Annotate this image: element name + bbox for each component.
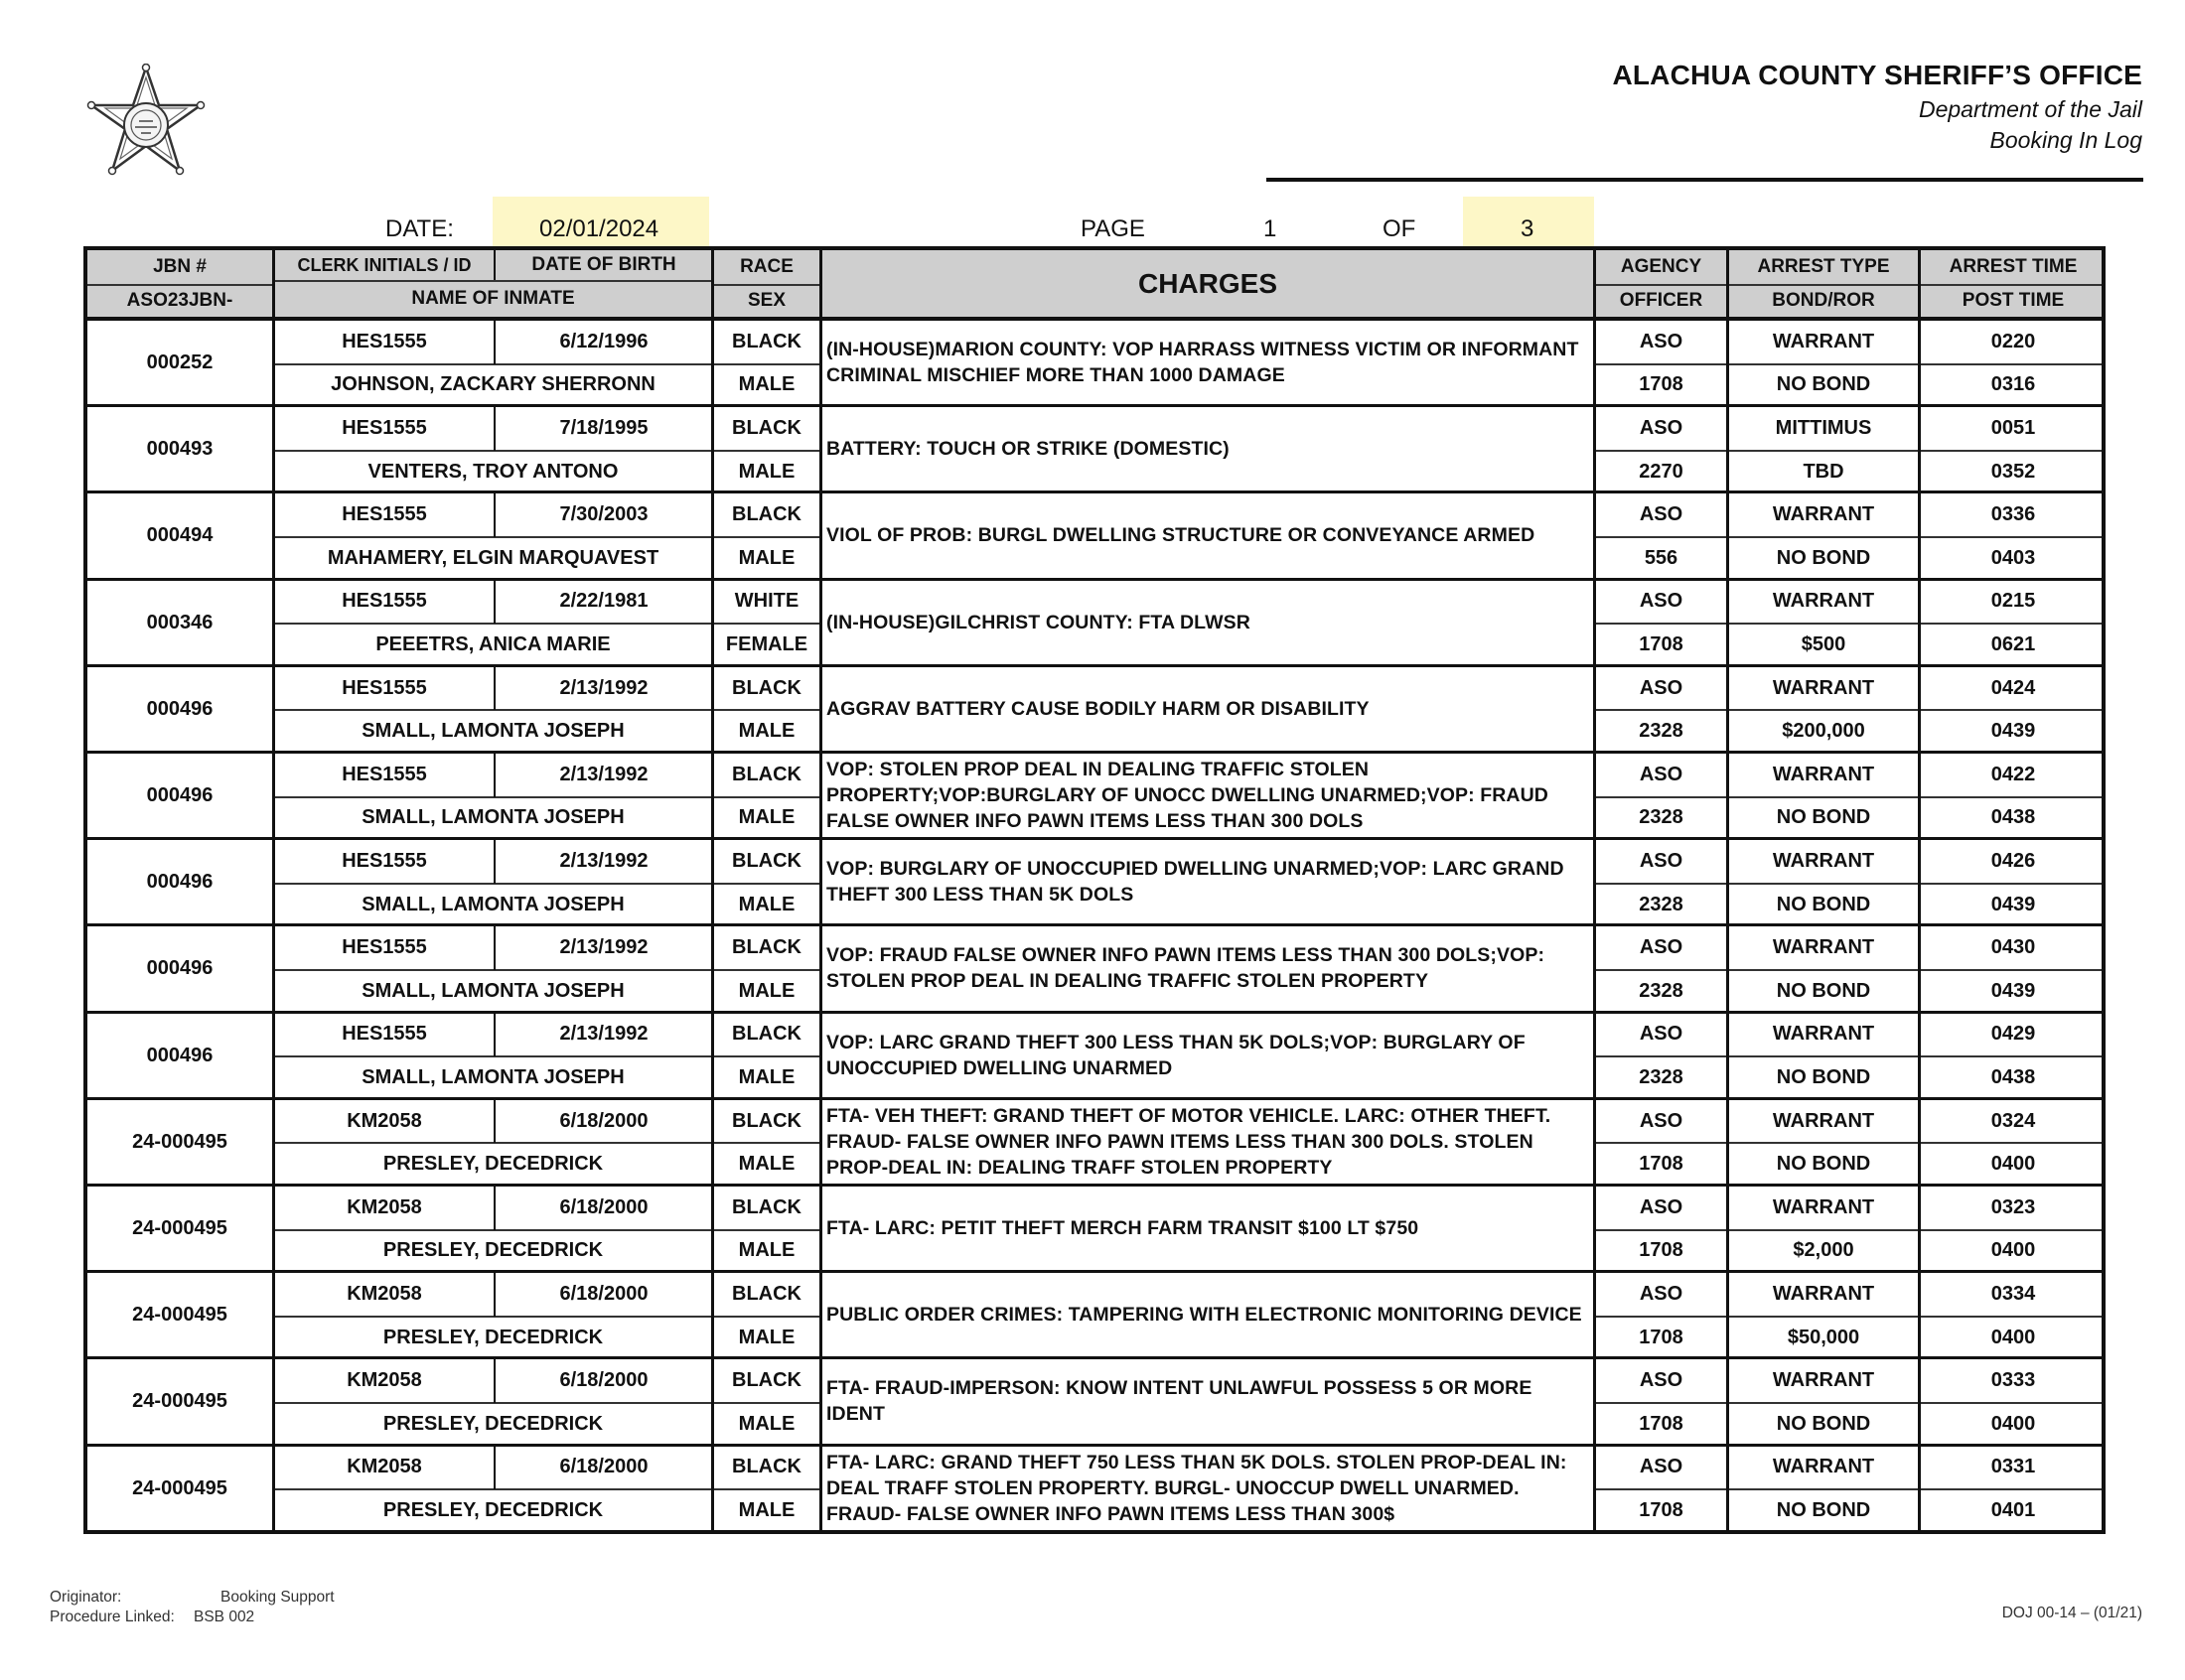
officer: 2270 <box>1639 460 1683 483</box>
agency: ASO <box>1639 1109 1683 1132</box>
header-jbn-prefix: ASO23JBN- <box>126 290 233 311</box>
clerk-id: HES1555 <box>342 676 427 699</box>
sex: MALE <box>738 373 796 396</box>
inmate-name: VENTERS, TROY ANTONO <box>367 460 619 483</box>
race: BLACK <box>732 849 801 872</box>
date-of-birth: 6/18/2000 <box>559 1109 649 1132</box>
inmate-name: SMALL, LAMONTA JOSEPH <box>362 1065 625 1088</box>
form-code: DOJ 00-14 – (01/21) <box>2001 1605 2142 1621</box>
agency: ASO <box>1639 1195 1683 1218</box>
arrest-type: WARRANT <box>1772 1456 1875 1478</box>
post-time: 0400 <box>1990 1326 2036 1348</box>
column-divider <box>1593 250 1596 1530</box>
bond-ror: NO BOND <box>1776 1065 1871 1088</box>
date-value: 02/01/2024 <box>539 215 659 242</box>
date-of-birth: 2/13/1992 <box>559 936 649 959</box>
header-dob: DATE OF BIRTH <box>531 254 676 275</box>
charges: FTA- FRAUD-IMPERSON: KNOW INTENT UNLAWFUL POSSESS 5 OR MORE IDENT <box>826 1377 1532 1426</box>
clerk-dob-divider <box>494 493 496 537</box>
bond-ror: NO BOND <box>1776 1153 1871 1176</box>
arrest-time: 0220 <box>1990 330 2036 352</box>
jbn-number: 000496 <box>146 957 214 980</box>
bond-ror: NO BOND <box>1776 979 1871 1002</box>
race: BLACK <box>732 763 801 785</box>
clerk-id: KM2058 <box>347 1109 422 1132</box>
booking-log-table <box>83 246 2106 1534</box>
arrest-time: 0426 <box>1990 849 2036 872</box>
header-agency: AGENCY <box>1620 256 1702 277</box>
sex: MALE <box>738 1412 796 1435</box>
agency: ASO <box>1639 1023 1683 1046</box>
date-label: DATE: <box>385 215 454 242</box>
charges: FTA- LARC: PETIT THEFT MERCH FARM TRANSIT $100 LT $750 <box>826 1217 1419 1240</box>
agency: ASO <box>1639 849 1683 872</box>
agency: ASO <box>1639 1456 1683 1478</box>
header-name: NAME OF INMATE <box>411 288 575 309</box>
originator-label: Originator: <box>50 1589 122 1606</box>
clerk-dob-divider <box>494 407 496 451</box>
post-time: 0438 <box>1990 806 2036 829</box>
arrest-time: 0430 <box>1990 936 2036 959</box>
bond-ror: $50,000 <box>1787 1326 1860 1348</box>
race: BLACK <box>732 676 801 699</box>
clerk-dob-divider <box>494 1273 496 1317</box>
inmate-name: PRESLEY, DECEDRICK <box>382 1153 604 1176</box>
officer: 2328 <box>1639 1065 1683 1088</box>
date-of-birth: 6/18/2000 <box>559 1369 649 1392</box>
officer: 1708 <box>1639 373 1683 396</box>
header-rule <box>1266 178 2143 182</box>
race: BLACK <box>732 503 801 526</box>
page-label: PAGE <box>1081 215 1145 242</box>
arrest-time: 0429 <box>1990 1023 2036 1046</box>
arrest-type: MITTIMUS <box>1775 416 1872 439</box>
header-bond: BOND/ROR <box>1772 290 1875 311</box>
header-post-time: POST TIME <box>1962 290 2065 311</box>
date-of-birth: 6/18/2000 <box>559 1282 649 1305</box>
date-of-birth: 6/18/2000 <box>559 1456 649 1478</box>
column-divider <box>819 250 822 1530</box>
arrest-time: 0333 <box>1990 1369 2036 1392</box>
clerk-dob-divider <box>494 581 496 625</box>
arrest-type: WARRANT <box>1772 503 1875 526</box>
log-title: Booking In Log <box>1989 127 2142 153</box>
arrest-type: WARRANT <box>1772 1369 1875 1392</box>
inmate-name: SMALL, LAMONTA JOSEPH <box>362 979 625 1002</box>
agency: ASO <box>1639 330 1683 352</box>
arrest-type: WARRANT <box>1772 936 1875 959</box>
jbn-number: 000496 <box>146 697 214 720</box>
clerk-dob-divider <box>494 321 496 364</box>
sex: MALE <box>738 1239 796 1262</box>
agency: ASO <box>1639 1282 1683 1305</box>
bond-ror: NO BOND <box>1776 546 1871 569</box>
header-charges: CHARGES <box>1137 268 1277 299</box>
clerk-dob-divider <box>494 1447 496 1490</box>
charges: (IN-HOUSE)MARION COUNTY: VOP HARRASS WITNESS VICTIM OR INFORMANT CRIMINAL MISCHIEF MORE THAN 1000 DAMAGE <box>826 339 1579 387</box>
clerk-id: KM2058 <box>347 1369 422 1392</box>
post-time: 0439 <box>1990 979 2036 1002</box>
inmate-name: PRESLEY, DECEDRICK <box>382 1412 604 1435</box>
jbn-number: 24-000495 <box>132 1390 227 1413</box>
header-subline-jbn <box>87 284 272 286</box>
post-time: 0400 <box>1990 1153 2036 1176</box>
charges: BATTERY: TOUCH OR STRIKE (DOMESTIC) <box>826 438 1230 461</box>
arrest-time: 0422 <box>1990 763 2036 785</box>
column-divider <box>272 250 275 1530</box>
post-time: 0400 <box>1990 1412 2036 1435</box>
race: WHITE <box>734 590 800 613</box>
arrest-type: WARRANT <box>1772 1023 1875 1046</box>
officer: 1708 <box>1639 1153 1683 1176</box>
date-of-birth: 2/22/1981 <box>559 590 649 613</box>
sex: MALE <box>738 1065 796 1088</box>
originator-value: Booking Support <box>220 1589 335 1606</box>
bond-ror: NO BOND <box>1776 1498 1871 1521</box>
agency: ASO <box>1639 676 1683 699</box>
officer: 1708 <box>1639 1498 1683 1521</box>
inmate-name: PRESLEY, DECEDRICK <box>382 1326 604 1348</box>
agency: ASO <box>1639 416 1683 439</box>
column-divider <box>1918 250 1921 1530</box>
header-jbn: JBN # <box>153 256 207 277</box>
clerk-dob-divider <box>494 1100 496 1144</box>
race: BLACK <box>732 1456 801 1478</box>
inmate-name: PRESLEY, DECEDRICK <box>382 1239 604 1262</box>
clerk-id: HES1555 <box>342 936 427 959</box>
clerk-dob-divider <box>494 926 496 970</box>
arrest-time: 0424 <box>1990 676 2036 699</box>
arrest-time: 0336 <box>1990 503 2036 526</box>
arrest-time: 0331 <box>1990 1456 2036 1478</box>
header-clerk: CLERK INITIALS / ID <box>297 255 472 275</box>
department-subtitle: Department of the Jail <box>1918 96 2142 122</box>
header-arrest-time: ARREST TIME <box>1949 256 2078 277</box>
post-time: 0352 <box>1990 460 2036 483</box>
sex: MALE <box>738 806 796 829</box>
date-of-birth: 2/13/1992 <box>559 1023 649 1046</box>
sex: MALE <box>738 979 796 1002</box>
jbn-number: 000494 <box>146 524 214 547</box>
header-subline-right <box>1596 284 2102 286</box>
officer: 1708 <box>1639 632 1683 655</box>
arrest-type: WARRANT <box>1772 676 1875 699</box>
race: BLACK <box>732 330 801 352</box>
bond-ror: TBD <box>1803 460 1844 483</box>
charges: FTA- VEH THEFT: GRAND THEFT OF MOTOR VEHICLE. LARC: OTHER THEFT. FRAUD- FALSE OWNER INFO PAWN ITEMS LESS THAN 300 DOLS. STOLEN PROP-DEAL IN: DEALING TRAFF STOLEN PROPERTY <box>826 1104 1551 1179</box>
charges: VOP: STOLEN PROP DEAL IN DEALING TRAFFIC STOLEN PROPERTY;VOP:BURGLARY OF UNOCC DWELLING UNARMED;VOP: FRAUD FALSE OWNER INFO PAWN ITEMS LESS THAN 300 DOLS <box>826 759 1548 833</box>
sex: MALE <box>738 1153 796 1176</box>
header-race: RACE <box>740 256 794 277</box>
arrest-type: WARRANT <box>1772 330 1875 352</box>
clerk-id: HES1555 <box>342 503 427 526</box>
jbn-number: 24-000495 <box>132 1476 227 1499</box>
inmate-name: SMALL, LAMONTA JOSEPH <box>362 893 625 915</box>
clerk-id: HES1555 <box>342 763 427 785</box>
clerk-dob-divider <box>494 667 496 711</box>
header-subline-name <box>275 280 711 282</box>
arrest-time: 0323 <box>1990 1195 2036 1218</box>
jbn-number: 000346 <box>146 611 214 633</box>
clerk-id: KM2058 <box>347 1456 422 1478</box>
charges: (IN-HOUSE)GILCHRIST COUNTY: FTA DLWSR <box>826 611 1250 633</box>
clerk-id: KM2058 <box>347 1282 422 1305</box>
officer: 1708 <box>1639 1412 1683 1435</box>
clerk-dob-divider <box>494 1187 496 1230</box>
page-number: 1 <box>1263 215 1277 242</box>
charges: VIOL OF PROB: BURGL DWELLING STRUCTURE OR CONVEYANCE ARMED <box>826 524 1535 547</box>
race: BLACK <box>732 1109 801 1132</box>
post-time: 0621 <box>1990 632 2036 655</box>
officer: 2328 <box>1639 893 1683 915</box>
jbn-number: 000252 <box>146 351 214 374</box>
arrest-type: WARRANT <box>1772 763 1875 785</box>
post-time: 0400 <box>1990 1239 2036 1262</box>
header-arrest-type: ARREST TYPE <box>1757 256 1890 277</box>
post-time: 0439 <box>1990 893 2036 915</box>
clerk-id: HES1555 <box>342 590 427 613</box>
agency: ASO <box>1639 936 1683 959</box>
column-divider <box>1726 250 1729 1530</box>
inmate-name: PRESLEY, DECEDRICK <box>382 1498 604 1521</box>
clerk-id: HES1555 <box>342 330 427 352</box>
officer: 1708 <box>1639 1239 1683 1262</box>
sex: FEMALE <box>725 632 808 655</box>
header-clerk-dob-divider <box>494 250 496 280</box>
sex: MALE <box>738 893 796 915</box>
charges: FTA- LARC: GRAND THEFT 750 LESS THAN 5K DOLS. STOLEN PROP-DEAL IN: DEAL TRAFF STOLEN PROPERTY. BURGL- UNOCCUP DWELL UNARMED. FRAUD- FALSE OWNER INFO PAWN ITEMS LESS THAN 300$ <box>826 1451 1567 1525</box>
charges: AGGRAV BATTERY CAUSE BODILY HARM OR DISABILITY <box>826 697 1370 720</box>
jbn-number: 000496 <box>146 784 214 807</box>
procedure-label: Procedure Linked: <box>50 1609 175 1625</box>
post-time: 0439 <box>1990 720 2036 743</box>
agency: ASO <box>1639 590 1683 613</box>
arrest-type: WARRANT <box>1772 1195 1875 1218</box>
sex: MALE <box>738 720 796 743</box>
post-time: 0438 <box>1990 1065 2036 1088</box>
arrest-time: 0215 <box>1990 590 2036 613</box>
date-of-birth: 2/13/1992 <box>559 849 649 872</box>
date-of-birth: 7/18/1995 <box>559 416 649 439</box>
date-of-birth: 6/12/1996 <box>559 330 649 352</box>
clerk-id: HES1555 <box>342 1023 427 1046</box>
officer: 2328 <box>1639 806 1683 829</box>
post-time: 0401 <box>1990 1498 2036 1521</box>
inmate-name: JOHNSON, ZACKARY SHERRONN <box>331 373 656 396</box>
post-time: 0403 <box>1990 546 2036 569</box>
sex: MALE <box>738 1498 796 1521</box>
header-subline-race <box>714 284 819 286</box>
arrest-type: WARRANT <box>1772 590 1875 613</box>
clerk-dob-divider <box>494 1014 496 1057</box>
arrest-type: WARRANT <box>1772 1109 1875 1132</box>
inmate-name: SMALL, LAMONTA JOSEPH <box>362 720 625 743</box>
post-time: 0316 <box>1990 373 2036 396</box>
bond-ror: NO BOND <box>1776 806 1871 829</box>
date-of-birth: 2/13/1992 <box>559 676 649 699</box>
jbn-number: 24-000495 <box>132 1130 227 1153</box>
arrest-type: WARRANT <box>1772 1282 1875 1305</box>
jbn-number: 24-000495 <box>132 1304 227 1327</box>
bond-ror: NO BOND <box>1776 373 1871 396</box>
agency: ASO <box>1639 503 1683 526</box>
race: BLACK <box>732 1369 801 1392</box>
jbn-number: 000496 <box>146 871 214 894</box>
bond-ror: $500 <box>1801 632 1846 655</box>
charges: PUBLIC ORDER CRIMES: TAMPERING WITH ELECTRONIC MONITORING DEVICE <box>826 1304 1582 1327</box>
arrest-time: 0334 <box>1990 1282 2036 1305</box>
bond-ror: NO BOND <box>1776 1412 1871 1435</box>
arrest-type: WARRANT <box>1772 849 1875 872</box>
sheriff-star-badge-icon <box>73 64 218 183</box>
sex: MALE <box>738 546 796 569</box>
header-sex: SEX <box>747 290 787 311</box>
clerk-dob-divider <box>494 754 496 797</box>
arrest-time: 0324 <box>1990 1109 2036 1132</box>
inmate-name: PEEETRS, ANICA MARIE <box>375 632 611 655</box>
jbn-number: 24-000495 <box>132 1217 227 1240</box>
inmate-name: MAHAMERY, ELGIN MARQUAVEST <box>327 546 659 569</box>
of-label: OF <box>1383 215 1416 242</box>
sex: MALE <box>738 460 796 483</box>
officer: 1708 <box>1639 1326 1683 1348</box>
charges: VOP: FRAUD FALSE OWNER INFO PAWN ITEMS LESS THAN 300 DOLS;VOP: STOLEN PROP DEAL IN DEALING TRAFFIC STOLEN PROPERTY <box>826 944 1545 993</box>
organization-title: ALACHUA COUNTY SHERIFF’S OFFICE <box>1612 60 2142 90</box>
procedure-value: BSB 002 <box>194 1609 255 1625</box>
officer: 2328 <box>1639 979 1683 1002</box>
clerk-dob-divider <box>494 1359 496 1403</box>
bond-ror: NO BOND <box>1776 893 1871 915</box>
page-total: 3 <box>1521 215 1534 242</box>
date-of-birth: 6/18/2000 <box>559 1195 649 1218</box>
agency: ASO <box>1639 1369 1683 1392</box>
officer: 2328 <box>1639 720 1683 743</box>
date-of-birth: 7/30/2003 <box>559 503 649 526</box>
arrest-time: 0051 <box>1990 416 2036 439</box>
sex: MALE <box>738 1326 796 1348</box>
race: BLACK <box>732 936 801 959</box>
jbn-number: 000493 <box>146 438 214 461</box>
inmate-name: SMALL, LAMONTA JOSEPH <box>362 806 625 829</box>
charges: VOP: LARC GRAND THEFT 300 LESS THAN 5K DOLS;VOP: BURGLARY OF UNOCCUPIED DWELLING UNARMED <box>826 1031 1526 1079</box>
clerk-id: HES1555 <box>342 416 427 439</box>
race: BLACK <box>732 1195 801 1218</box>
charges: VOP: BURGLARY OF UNOCCUPIED DWELLING UNARMED;VOP: LARC GRAND THEFT 300 LESS THAN 5K DOLS <box>826 858 1564 907</box>
agency: ASO <box>1639 763 1683 785</box>
header-officer: OFFICER <box>1619 290 1703 311</box>
clerk-dob-divider <box>494 840 496 884</box>
clerk-id: HES1555 <box>342 849 427 872</box>
officer: 556 <box>1644 546 1678 569</box>
date-of-birth: 2/13/1992 <box>559 763 649 785</box>
jbn-number: 000496 <box>146 1044 214 1066</box>
clerk-id: KM2058 <box>347 1195 422 1218</box>
bond-ror: $200,000 <box>1782 720 1865 743</box>
race: BLACK <box>732 1282 801 1305</box>
race: BLACK <box>732 416 801 439</box>
column-divider <box>711 250 714 1530</box>
bond-ror: $2,000 <box>1793 1239 1854 1262</box>
race: BLACK <box>732 1023 801 1046</box>
